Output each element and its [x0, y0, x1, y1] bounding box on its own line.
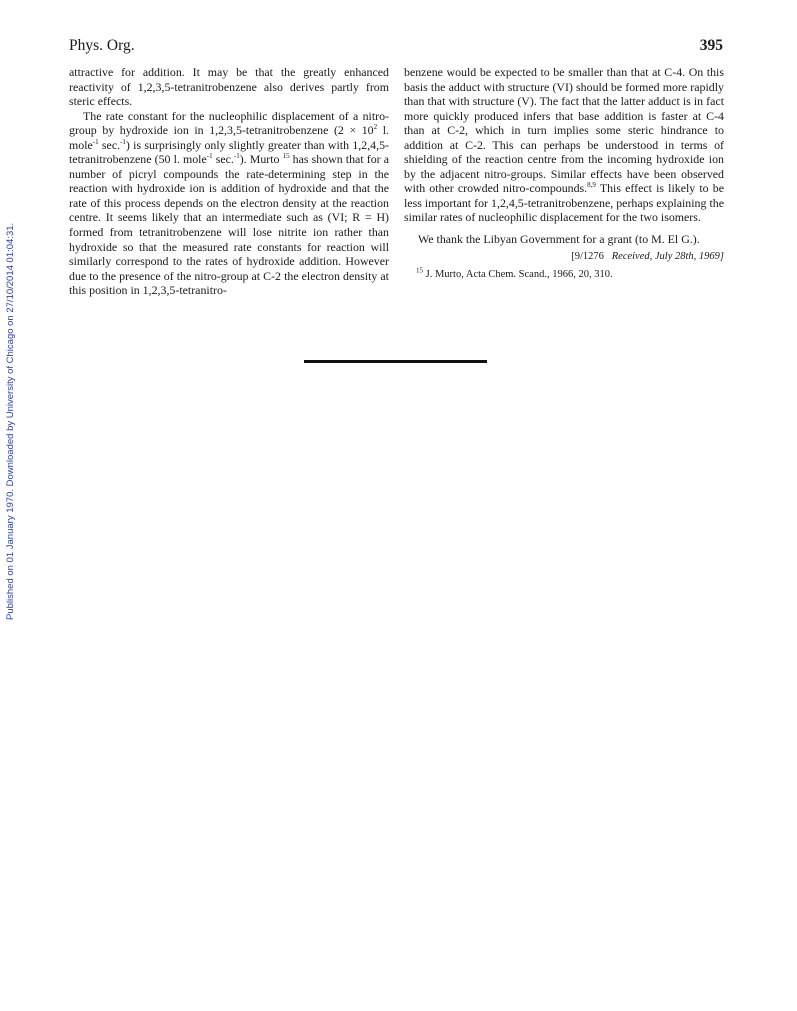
footnote: $^{15}$ J. Murto, Acta Chem. Scand., 1966, 20, 310. [416, 266, 613, 281]
page-header [69, 37, 723, 57]
received-line: [9/1276 Received, July 28th, 1969] [571, 250, 724, 262]
paragraph-continuation: attractive for addition. It may be that the greatly enhanced reactivity of 1,2,3,5-tetranitrobenzene also derives partly from steric effects. [69, 65, 389, 109]
reference-marker: 15 [282, 152, 290, 161]
journal-name: Phys. Org. [69, 37, 135, 54]
paragraph-rate-constant: The rate constant for the nucleophilic displacement of a nitro-group by hydroxide ion in 1,2,3,5-tetranitrobenzene ($2 \times 10^2$ l. mole$^{-1}$ sec.$^{-1}$) is surprisingly only slightly greater than with 1,2,4,5-tetranitrobenzene (50 l. mole$^{-1}$ sec.$^{-1}$). Murto $^{15}$ has shown that for a number of picryl compounds the rate-determining step in the reaction with hydroxide ion is addition of hydroxide and that the rate of this process depends on the electron density at the reaction centre. It seems likely that an intermediate such as (VI; R = H) formed from tetranitrobenzene will lose nitrite ion rather than hydroxide so that the measured rate constants for reaction will similarly correspond to the rates of hydroxide addition. However due to the presence of the nitro-group at C-2 the electron density at this position in 1,2,3,5-tetranitro- [69, 108, 389, 298]
right-column [404, 65, 724, 283]
reference-marker: 8,9 [587, 181, 596, 190]
acknowledgement: We thank the Libyan Government for a grant (to M. El G.). [418, 232, 700, 247]
left-column [69, 65, 389, 298]
paragraph-continued: benzene would be expected to be smaller than that at C-4. On this basis the adduct with structure (VI) should be formed more rapidly than that with structure (V). The fact that the latter adduct is in fact more quickly produced infers that base addition is faster at C-4 than at C-2, which in turn implies some steric hindrance to addition at C-2. This can perhaps be understood in terms of shielding of the reaction centre from the incoming hydroxide ion by the adjacent nitro-groups. Similar effects have been observed with other crowded nitro-compounds.$^{8,9}$ This effect is likely to be less important for 1,2,4,5-tetranitrobenzene, perhaps explaining the similar rates of nucleophilic displacement for the two isomers. [404, 65, 724, 225]
download-watermark [4, 160, 18, 620]
end-rule [304, 360, 487, 363]
page-number: 395 [699, 37, 723, 54]
download-watermark-text: Published on 01 January 1970. Downloaded by University of Chicago on 27/10/2014 01:04:31. [5, 222, 16, 620]
